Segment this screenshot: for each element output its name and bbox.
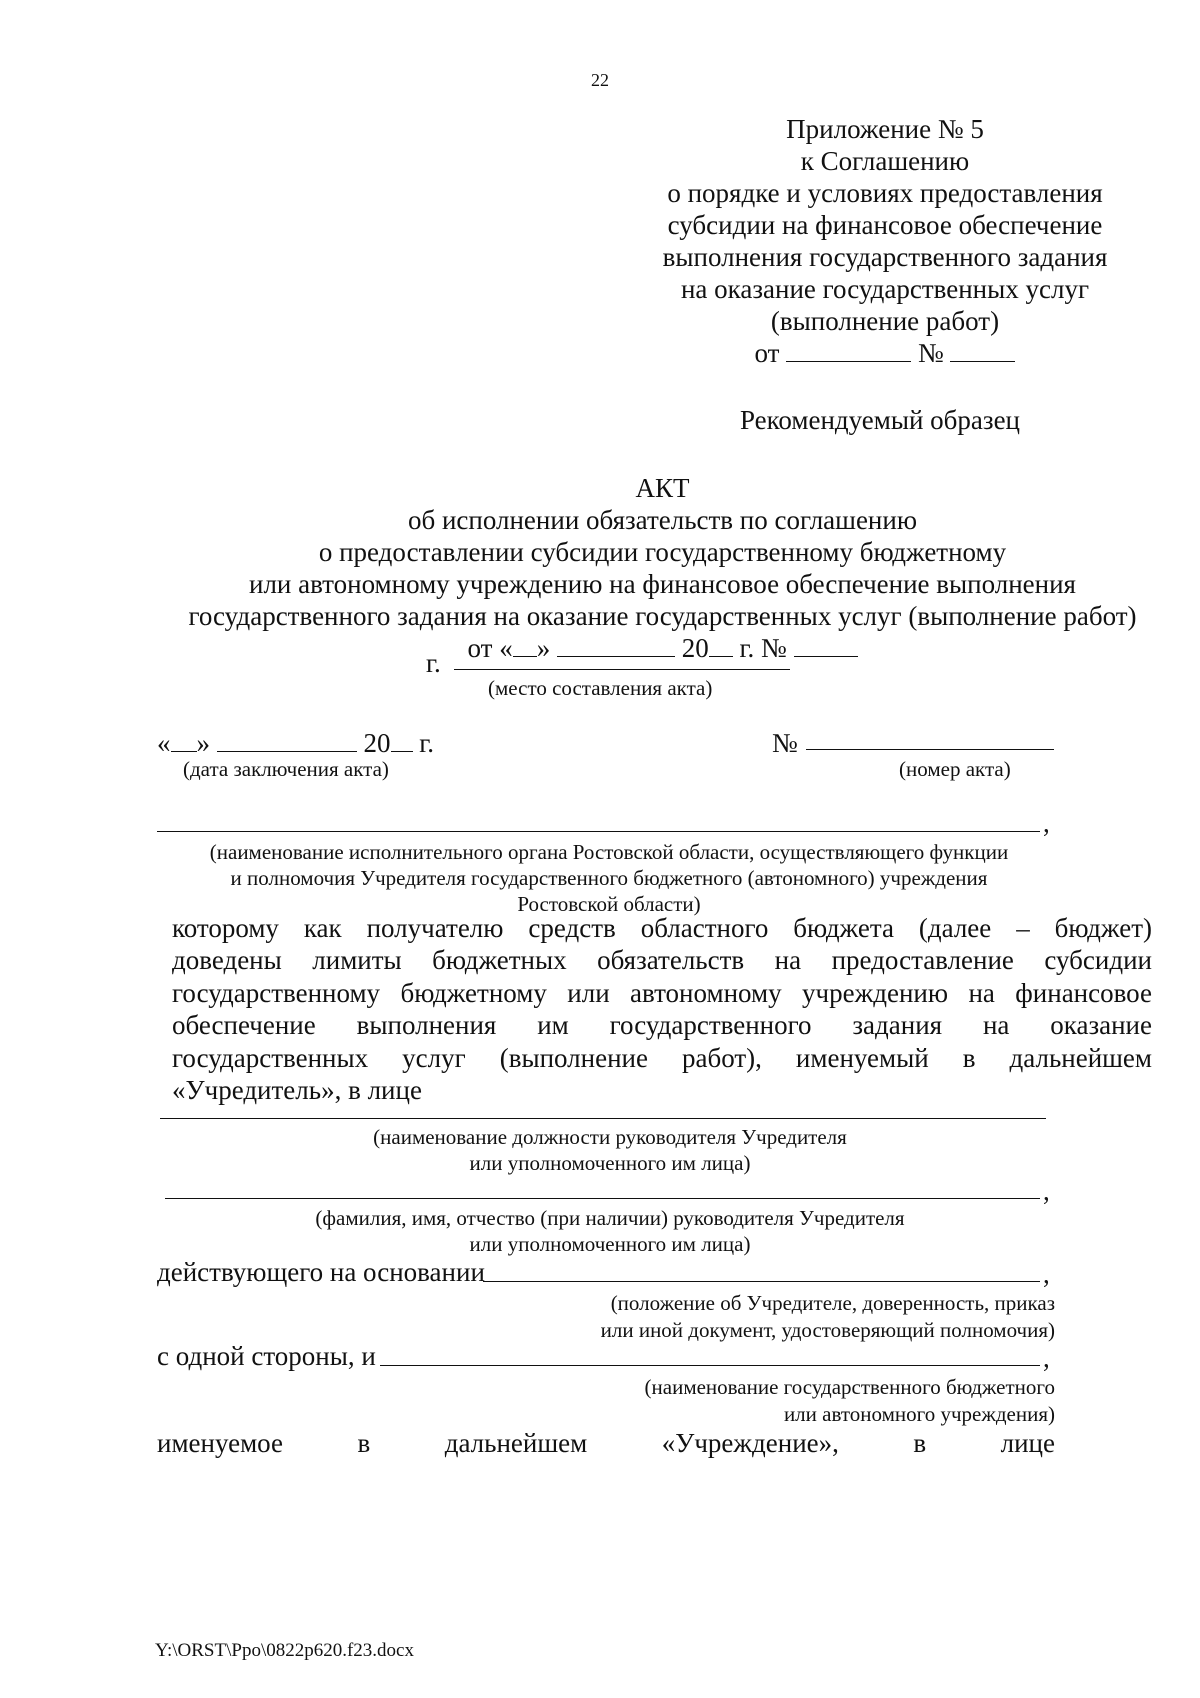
page-number: 22 (591, 70, 609, 90)
caption-line: (положение об Учредителе, доверенность, приказ (610, 1291, 1055, 1315)
act-heading: АКТ (635, 473, 690, 503)
caption-line: или иной документ, удостоверяющий полномочия) (600, 1318, 1055, 1342)
from-label: от (754, 338, 780, 368)
paragraph-line: государственному бюджетному или автономному учреждению на финансовое (172, 977, 1152, 1008)
caption-line: и полномочия Учредителя государственного бюджетного (автономного) учреждения (230, 866, 988, 890)
act-title-line: государственного задания на оказание государственных услуг (выполнение работ) (188, 601, 1137, 631)
word: «Учреждение», (661, 1428, 839, 1458)
comma: , (1043, 808, 1050, 838)
caption-line: (фамилия, имя, отчество (при наличии) руководителя Учредителя (315, 1206, 905, 1230)
caption-line: или уполномоченного им лица) (469, 1232, 751, 1256)
position-blank (160, 1118, 1046, 1119)
act-title-date-line (170, 632, 1155, 664)
act-title (170, 472, 1155, 664)
comma: , (1043, 1343, 1050, 1373)
caption-line: (наименование должности руководителя Учредителя (373, 1125, 847, 1149)
appendix-line: к Соглашению (800, 146, 970, 176)
year-prefix: 20 (363, 728, 391, 758)
full-name-caption (160, 1205, 1060, 1257)
place-caption: (место составления акта) (488, 676, 713, 700)
month-blank (557, 655, 675, 657)
month-blank (217, 750, 357, 752)
act-title-line: об исполнении обязательств по соглашению (408, 505, 917, 535)
institution-blank (380, 1365, 1040, 1366)
caption-line: или автономного учреждения) (783, 1402, 1055, 1426)
paragraph-line: обеспечение выполнения им государственного задания на оказание (172, 1010, 1152, 1041)
date-close-quote: » (536, 633, 551, 663)
other-side-label: с одной стороны, и (157, 1341, 376, 1371)
caption-line: (наименование государственного бюджетного (644, 1375, 1055, 1399)
appendix-line: о порядке и условиях предоставления (667, 178, 1103, 208)
founder-paragraph (172, 912, 1152, 1106)
paragraph-line: государственных услуг (выполнение работ), именуемый в дальнейшем (172, 1042, 1152, 1073)
word: именуемое (157, 1428, 283, 1458)
full-name-blank (165, 1198, 1040, 1199)
date-prefix: от « (467, 633, 513, 663)
day-blank (513, 655, 537, 657)
act-number-sign: № (772, 728, 798, 758)
word: лице (1000, 1428, 1055, 1458)
recommended-sample-label: Рекомендуемый образец (740, 405, 1021, 435)
paragraph-line: доведены лимиты бюджетных обязательств на предоставление субсидии (172, 945, 1152, 976)
act-number-blank (806, 749, 1054, 750)
appendix-header (640, 113, 1130, 369)
caption-line: или уполномоченного им лица) (469, 1151, 751, 1175)
date-blank (786, 360, 911, 362)
appendix-line: (выполнение работ) (770, 306, 1000, 336)
place-prefix: г. (426, 648, 441, 678)
paragraph-line: «Учредитель», в лице (172, 1075, 422, 1106)
position-caption (160, 1124, 1060, 1176)
footer-file-path: Y:\ORST\Ppo\0822p620.f23.docx (155, 1640, 414, 1661)
appendix-date-line (640, 337, 1130, 369)
year-suffix: г. (419, 728, 435, 758)
number-blank (950, 360, 1015, 362)
institution-line (157, 1428, 1055, 1459)
organ-caption (160, 839, 1058, 917)
year-blank (391, 750, 413, 752)
word: в (913, 1428, 927, 1458)
date-caption: (дата заключения акта) (183, 757, 389, 781)
word: в (357, 1428, 371, 1458)
appendix-line: на оказание государственных услуг (680, 274, 1090, 304)
institution-caption (500, 1374, 1055, 1428)
act-date-line (157, 728, 434, 759)
basis-label: действующего на основании (157, 1257, 485, 1287)
basis-caption (500, 1290, 1055, 1344)
caption-line: (наименование исполнительного органа Ростовской области, осуществляющего функции (209, 840, 1009, 864)
appendix-line: Приложение № 5 (786, 114, 984, 144)
word: дальнейшем (444, 1428, 588, 1458)
organ-name-blank (157, 831, 1040, 832)
place-blank (454, 669, 790, 670)
comma: , (1043, 1259, 1050, 1289)
act-title-line: или автономному учреждению на финансовое обеспечение выполнения (249, 569, 1076, 599)
open-quote: « (157, 728, 171, 758)
appendix-line: выполнения государственного задания (662, 242, 1108, 272)
number-sign: № (917, 338, 944, 368)
year-suffix: г. № (739, 633, 787, 663)
basis-blank (483, 1281, 1040, 1282)
act-title-line: о предоставлении субсидии государственному бюджетному (318, 537, 1007, 567)
caption-line: Ростовской области) (517, 892, 701, 916)
comma: , (1043, 1176, 1050, 1206)
year-blank (709, 655, 733, 657)
paragraph-line: которому как получателю средств областного бюджета (далее – бюджет) (172, 913, 1152, 943)
appendix-line: субсидии на финансовое обеспечение (667, 210, 1103, 240)
year-prefix: 20 (681, 633, 709, 663)
day-blank (171, 750, 197, 752)
close-quote: » (196, 728, 210, 758)
number-caption: (номер акта) (899, 757, 1011, 781)
act-number-blank (794, 655, 858, 657)
